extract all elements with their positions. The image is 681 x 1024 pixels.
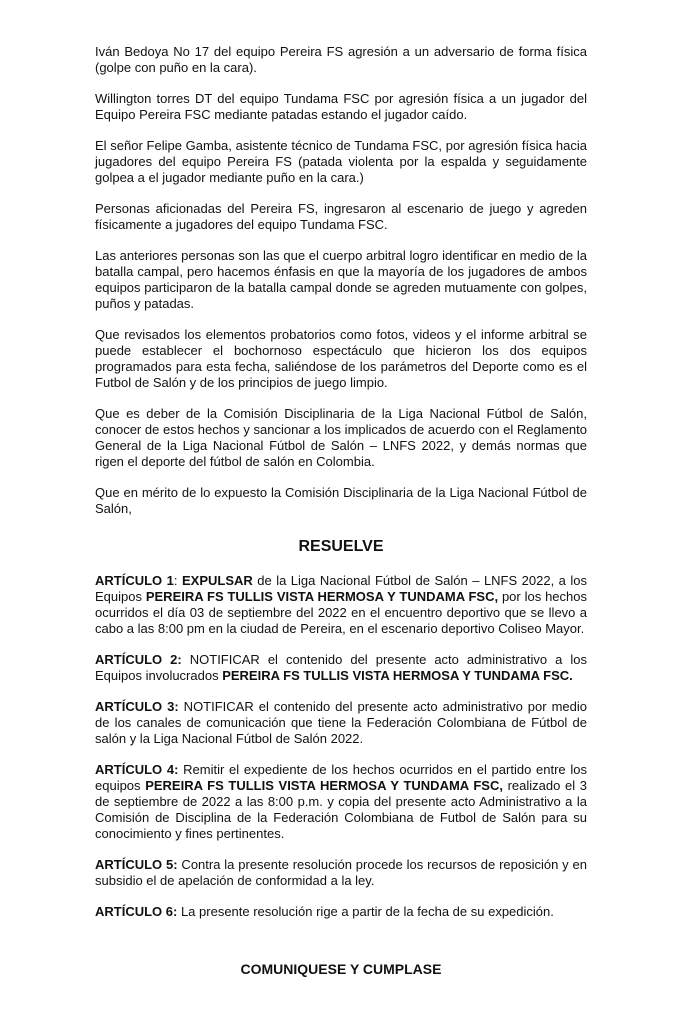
paragraph-willington-torres: Willington torres DT del equipo Tundama FSC por agresión física a un jugador del Equipo Pereira FSC mediante patadas estando el jugador caído. — [95, 91, 587, 122]
paragraph-elementos-probatorios: Que revisados los elementos probatorios como fotos, videos y el informe arbitral se puede establecer el bochornoso espectáculo que hicieron los dos equipos programados para esta fecha, saliéndose de los parámetros del Deporte como es el Futbol de Salón y de los principios de juego limpio. — [95, 327, 587, 390]
paragraph-aficionados: Personas aficionadas del Pereira FS, ingresaron al escenario de juego y agreden físicamente a jugadores del equipo Tundama FSC. — [95, 201, 587, 232]
article-4 — [95, 762, 587, 842]
article-5-label: ARTÍCULO 5: — [95, 857, 178, 872]
article-5-text-1: Contra la presente resolución procede los recursos de reposición y en subsidio el de apelación de conformidad a la ley. — [95, 857, 587, 888]
article-2-label: ARTÍCULO 2: — [95, 652, 182, 667]
paragraph-deber-comision: Que es deber de la Comisión Disciplinaria de la Liga Nacional Fútbol de Salón, conocer de estos hechos y sancionar a los implicados de acuerdo con el Reglamento General de la Liga Nacional Fútbol de Salón – LNFS 2022, y demás normas que rigen el deporte del fútbol de salón en Colombia. — [95, 406, 587, 469]
article-1-verb: EXPULSAR — [181, 573, 253, 588]
article-6-text-1: La presente resolución rige a partir de la fecha de su expedición. — [177, 904, 554, 919]
article-6-label: ARTÍCULO 6: — [95, 904, 178, 919]
paragraph-ivan-bedoya: Iván Bedoya No 17 del equipo Pereira FS agresión a un adversario de forma física (golpe con puño en la cara). — [95, 44, 587, 75]
article-1-text-2: por los hechos ocurridos el día 03 de septiembre del 2022 en el encuentro deportivo que se llevo a cabo a las 8:00 pm en la ciudad de Pereira, en el escenario deportivo Coliseo Mayor. — [95, 589, 587, 636]
closing-heading: COMUNIQUESE Y CUMPLASE — [240, 961, 442, 977]
document-page — [95, 44, 587, 978]
article-5 — [95, 857, 587, 889]
article-1-label: ARTÍCULO 1 — [95, 573, 174, 588]
paragraph-batalla-campal: Las anteriores personas son las que el cuerpo arbitral logro identificar en medio de la batalla campal, pero hacemos énfasis en que la mayoría de los jugadores de ambos equipos participaron de la batalla campal donde se agreden mutuamente con golpes, puños y patadas. — [95, 248, 587, 311]
article-1 — [95, 573, 587, 637]
article-2 — [95, 652, 587, 684]
article-1-teams: PEREIRA FS TULLIS VISTA HERMOSA Y TUNDAMA FSC, — [145, 589, 499, 604]
article-3-label: ARTÍCULO 3: — [95, 699, 179, 714]
resolve-heading: RESUELVE — [298, 538, 384, 555]
article-4-teams: PEREIRA FS TULLIS VISTA HERMOSA Y TUNDAMA FSC, — [145, 778, 503, 793]
paragraph-merito: Que en mérito de lo expuesto la Comisión Disciplinaria de la Liga Nacional Fútbol de Salón, — [95, 485, 587, 516]
paragraph-felipe-gamba: El señor Felipe Gamba, asistente técnico de Tundama FSC, por agresión física hacia jugadores del equipo Pereira FS (patada violenta por la espalda y seguidamente golpea a el jugador mediante puño en la cara.) — [95, 138, 587, 185]
article-2-teams: PEREIRA FS TULLIS VISTA HERMOSA Y TUNDAMA FSC. — [222, 668, 573, 683]
article-3-text-1: NOTIFICAR el contenido del presente acto administrativo por medio de los canales de comunicación que tiene la Federación Colombiana de Fútbol de salón y la Liga Nacional Fútbol de Salón 2022. — [95, 699, 587, 746]
article-4-label: ARTÍCULO 4: — [95, 762, 179, 777]
article-6 — [95, 904, 587, 920]
article-2-text-1: NOTIFICAR el contenido del presente acto administrativo a los Equipos involucrados — [95, 652, 587, 683]
article-4-text-1: Remitir el expediente de los hechos ocurridos en el partido entre los equipos — [95, 762, 587, 793]
article-4-text-2: realizado el 3 de septiembre de 2022 a las 8:00 p.m. y copia del presente acto Administrativo a la Comisión de Disciplina de la Federación Colombiana de Futbol de Salón para su conocimiento y fines pertinentes. — [95, 778, 587, 841]
article-3 — [95, 699, 587, 747]
article-1-separator: : — [173, 573, 182, 588]
article-1-text-1: de la Liga Nacional Fútbol de Salón – LNFS 2022, a los Equipos — [95, 573, 588, 604]
